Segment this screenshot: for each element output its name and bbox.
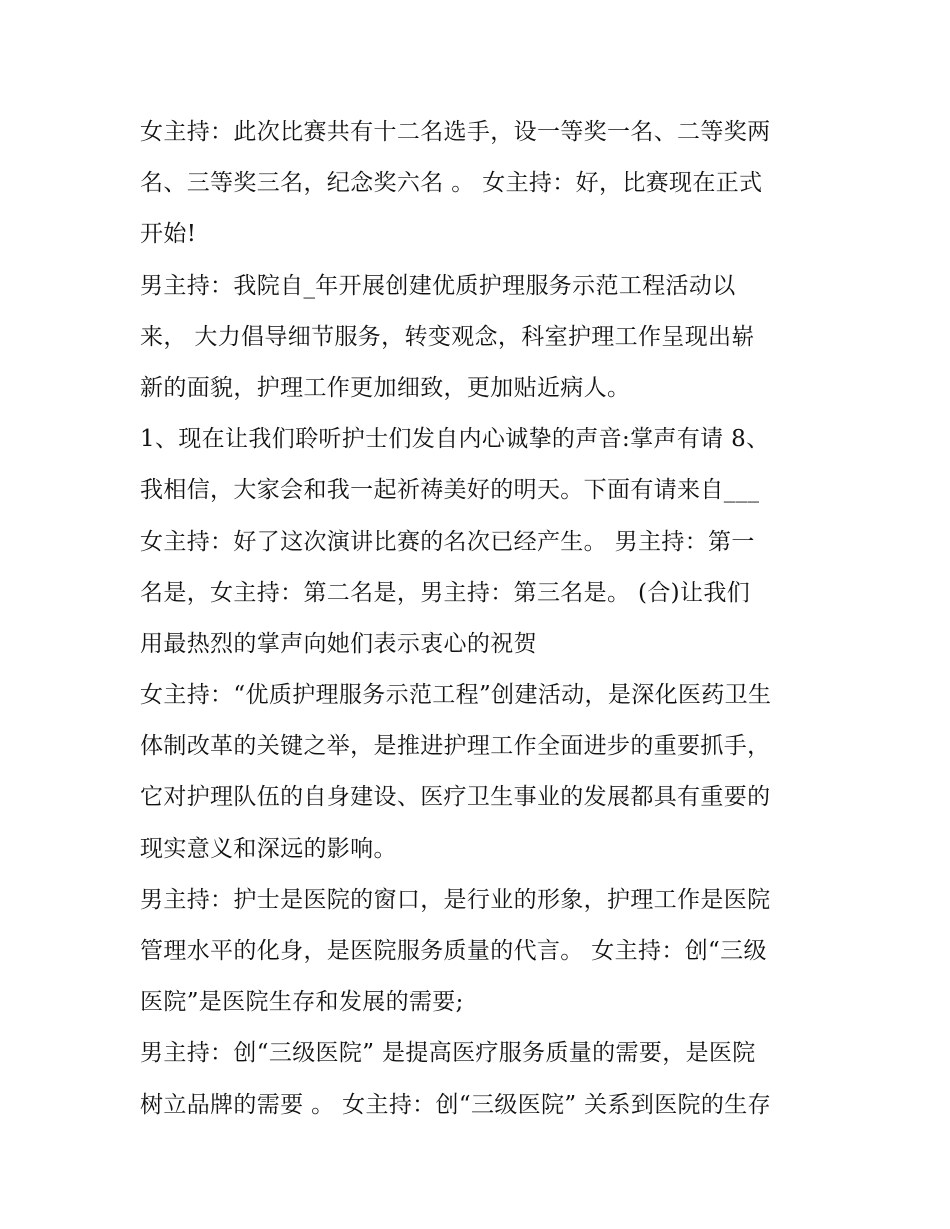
- text-line: 来， 大力倡导细节服务，转变观念，科室护理工作呈现出崭: [140, 323, 755, 350]
- text-line: 1、现在让我们聆听护士们发自内心诚挚的声音:掌声有请 8、: [140, 426, 770, 453]
- text-line: 男主持：护士是医院的窗口，是行业的形象，护理工作是医院: [140, 886, 771, 913]
- text-line: 男主持：我院自_年开展创建优质护理服务示范工程活动以: [140, 272, 736, 299]
- text-line: 名、三等奖三名，纪念奖六名 。 女主持：好，比赛现在正式: [140, 170, 763, 197]
- text-line: 男主持：创“三级医院” 是提高医疗服务质量的需要，是医院: [140, 1040, 756, 1067]
- text-line: 用最热烈的掌声向她们表示衷心的祝贺: [140, 630, 537, 657]
- text-line: 我相信，大家会和我一起祈祷美好的明天。下面有请来自___: [140, 477, 760, 504]
- text-line: 管理水平的化身，是医院服务质量的代言。 女主持：创“三级: [140, 938, 767, 964]
- text-line: 它对护理队伍的自身建设、医疗卫生事业的发展都具有重要的: [140, 784, 771, 811]
- text-line: 女主持：此次比赛共有十二名选手，设一等奖一名、二等奖两: [140, 119, 771, 145]
- text-line: 开始!: [140, 221, 197, 248]
- text-line: 名是，女主持：第二名是，男主持：第三名是。 (合)让我们: [140, 579, 751, 606]
- text-line: 树立品牌的需要 。 女主持：创“三级医院” 关系到医院的生存: [140, 1091, 771, 1118]
- document-body: [140, 107, 820, 1131]
- text-line: 医院”是医院生存和发展的需要;: [140, 989, 464, 1016]
- text-line: 新的面貌，护理工作更加细致，更加贴近病人。: [140, 374, 631, 401]
- text-line: 体制改革的关键之举，是推进护理工作全面进步的重要抓手，: [140, 733, 771, 760]
- text-line: 现实意义和深远的影响。: [140, 835, 397, 862]
- text-line: 女主持：“优质护理服务示范工程”创建活动，是深化医药卫生: [140, 682, 772, 709]
- text-line: 女主持：好了这次演讲比赛的名次已经产生。 男主持：第一: [140, 528, 755, 555]
